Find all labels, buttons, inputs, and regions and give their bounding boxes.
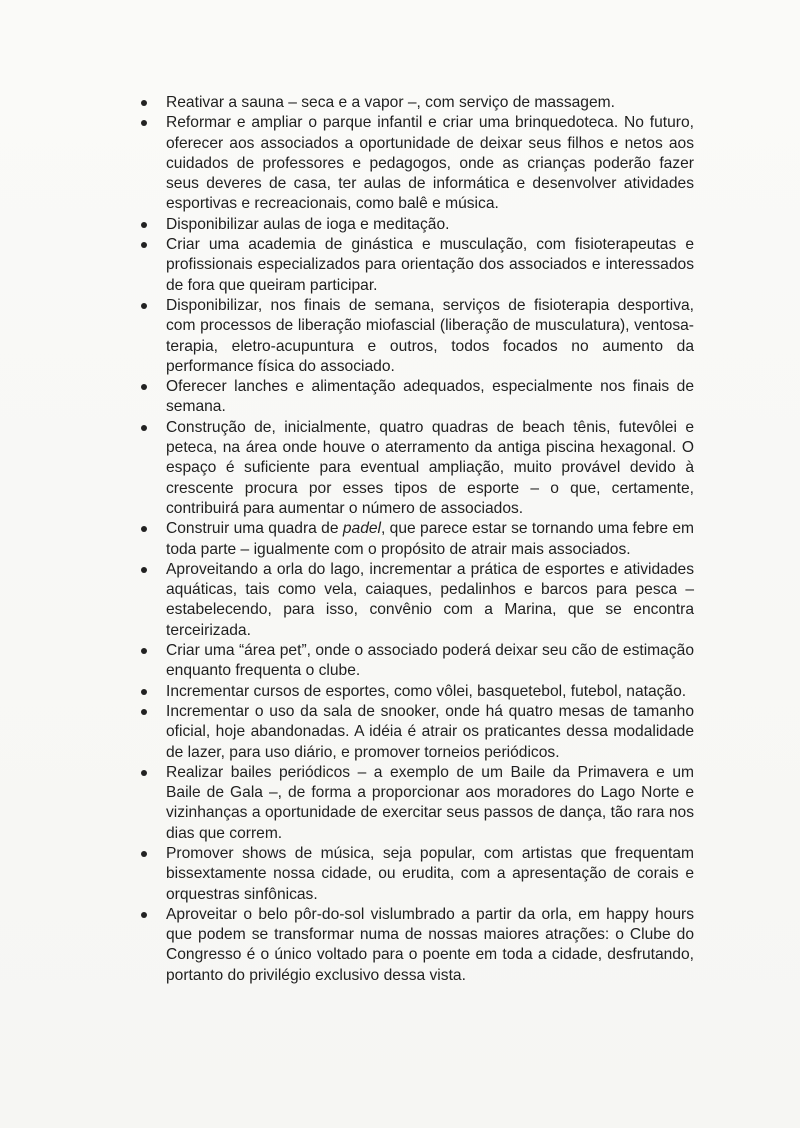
list-item bbox=[138, 905, 694, 986]
list-item-text: Oferecer lanches e alimentação adequados, especialmente nos finais de semana. bbox=[166, 378, 694, 416]
list-item bbox=[138, 377, 694, 418]
list-item bbox=[138, 844, 694, 905]
bullet-icon bbox=[141, 770, 147, 776]
list-item bbox=[138, 215, 694, 235]
bullet-icon bbox=[141, 100, 147, 106]
list-item bbox=[138, 763, 694, 844]
bullet-icon bbox=[141, 567, 147, 573]
document-body bbox=[138, 93, 694, 986]
bullet-icon bbox=[141, 526, 147, 532]
list-item bbox=[138, 113, 694, 214]
list-item-text: Reativar a sauna – seca e a vapor –, com serviço de massagem. bbox=[166, 94, 615, 111]
list-item bbox=[138, 641, 694, 682]
list-item bbox=[138, 296, 694, 377]
bullet-icon bbox=[141, 303, 147, 309]
bullet-icon bbox=[141, 851, 147, 857]
text-segment: Construir uma quadra de bbox=[166, 520, 343, 538]
list-item bbox=[138, 418, 694, 519]
proposal-list bbox=[138, 93, 694, 986]
list-item-text: Disponibilizar, nos finais de semana, serviços de fisioterapia desportiva, com processos de liberação miofascial (liberação de musculatura), ventosa-terapia, eletro-acupuntura e outros, todos focados no aumento da performance física do associado. bbox=[166, 296, 694, 375]
list-item-text: Incrementar o uso da sala de snooker, onde há quatro mesas de tamanho oficial, hoje abandonadas. A idéia é atrair os praticantes dessa modalidade de lazer, para uso diário, e promover torneios periódicos. bbox=[166, 702, 694, 761]
list-item-text: Criar uma “área pet”, onde o associado poderá deixar seu cão de estimação enquanto frequenta o clube. bbox=[166, 642, 694, 680]
list-item-text: Disponibilizar aulas de ioga e meditação. bbox=[166, 215, 450, 233]
bullet-icon bbox=[141, 222, 147, 228]
list-item-text: Criar uma academia de ginástica e musculação, com fisioterapeutas e profissionais especializados para orientação dos associados e interessados de fora que queiram participar. bbox=[166, 236, 694, 294]
bullet-icon bbox=[141, 648, 147, 654]
list-item-text: Construção de, inicialmente, quatro quadras de beach tênis, futevôlei e peteca, na área onde houve o aterramento da antiga piscina hexagonal. O espaço é suficiente para eventual ampliação, muito provável devido à crescente procura por esses tipos de esporte – o que, certamente, contribuirá para aumentar o número de associados. bbox=[166, 418, 694, 517]
bullet-icon bbox=[141, 384, 147, 390]
list-item bbox=[138, 93, 694, 113]
list-item bbox=[138, 702, 694, 763]
list-item bbox=[138, 560, 694, 641]
bullet-icon bbox=[141, 689, 147, 695]
list-item-text: Reformar e ampliar o parque infantil e criar uma brinquedoteca. No futuro, oferecer aos associados a oportunidade de deixar seus filhos e netos aos cuidados de professores e pedagogos, onde as crianças poderão fazer seus deveres de casa, ter aulas de informática e desenvolver atividades esportivas e recreacionais, como balê e música. bbox=[166, 114, 694, 213]
italic-term: padel bbox=[342, 520, 382, 538]
bullet-icon bbox=[141, 912, 147, 918]
bullet-icon bbox=[141, 709, 147, 715]
list-item bbox=[138, 235, 694, 296]
list-item-text: Realizar bailes periódicos – a exemplo de um Baile da Primavera e um Baile de Gala –, de forma a proporcionar aos moradores do Lago Norte e vizinhanças a oportunidade de exercitar seus passos de dança, tão rara nos dias que correm. bbox=[166, 763, 694, 842]
text-segment: , que parece estar se tornando uma febre em toda parte – igualmente com o propósito de atrair mais associados. bbox=[166, 520, 694, 558]
list-item bbox=[138, 519, 694, 560]
list-item-text: Incrementar cursos de esportes, como vôlei, basquetebol, futebol, natação. bbox=[166, 682, 687, 700]
list-item-text: Aproveitar o belo pôr-do-sol vislumbrado a partir da orla, em happy hours que podem se transformar numa de nossas maiores atrações: o Clube do Congresso é o único voltado para o poente em toda a cidade, desfrutando, portanto do privilégio exclusivo dessa vista. bbox=[166, 905, 694, 984]
bullet-icon bbox=[141, 425, 147, 431]
list-item-text bbox=[166, 519, 694, 560]
list-item bbox=[138, 682, 694, 702]
bullet-icon bbox=[141, 120, 147, 126]
bullet-icon bbox=[141, 242, 147, 248]
list-item-text: Aproveitando a orla do lago, incrementar a prática de esportes e atividades aquáticas, tais como vela, caiaques, pedalinhos e barcos para pesca – estabelecendo, para isso, convênio com a Marina, que se encontra terceirizada. bbox=[166, 560, 694, 639]
list-item-text: Promover shows de música, seja popular, com artistas que frequentam bissextamente nossa cidade, ou erudita, com a apresentação de corais e orquestras sinfônicas. bbox=[166, 844, 694, 903]
